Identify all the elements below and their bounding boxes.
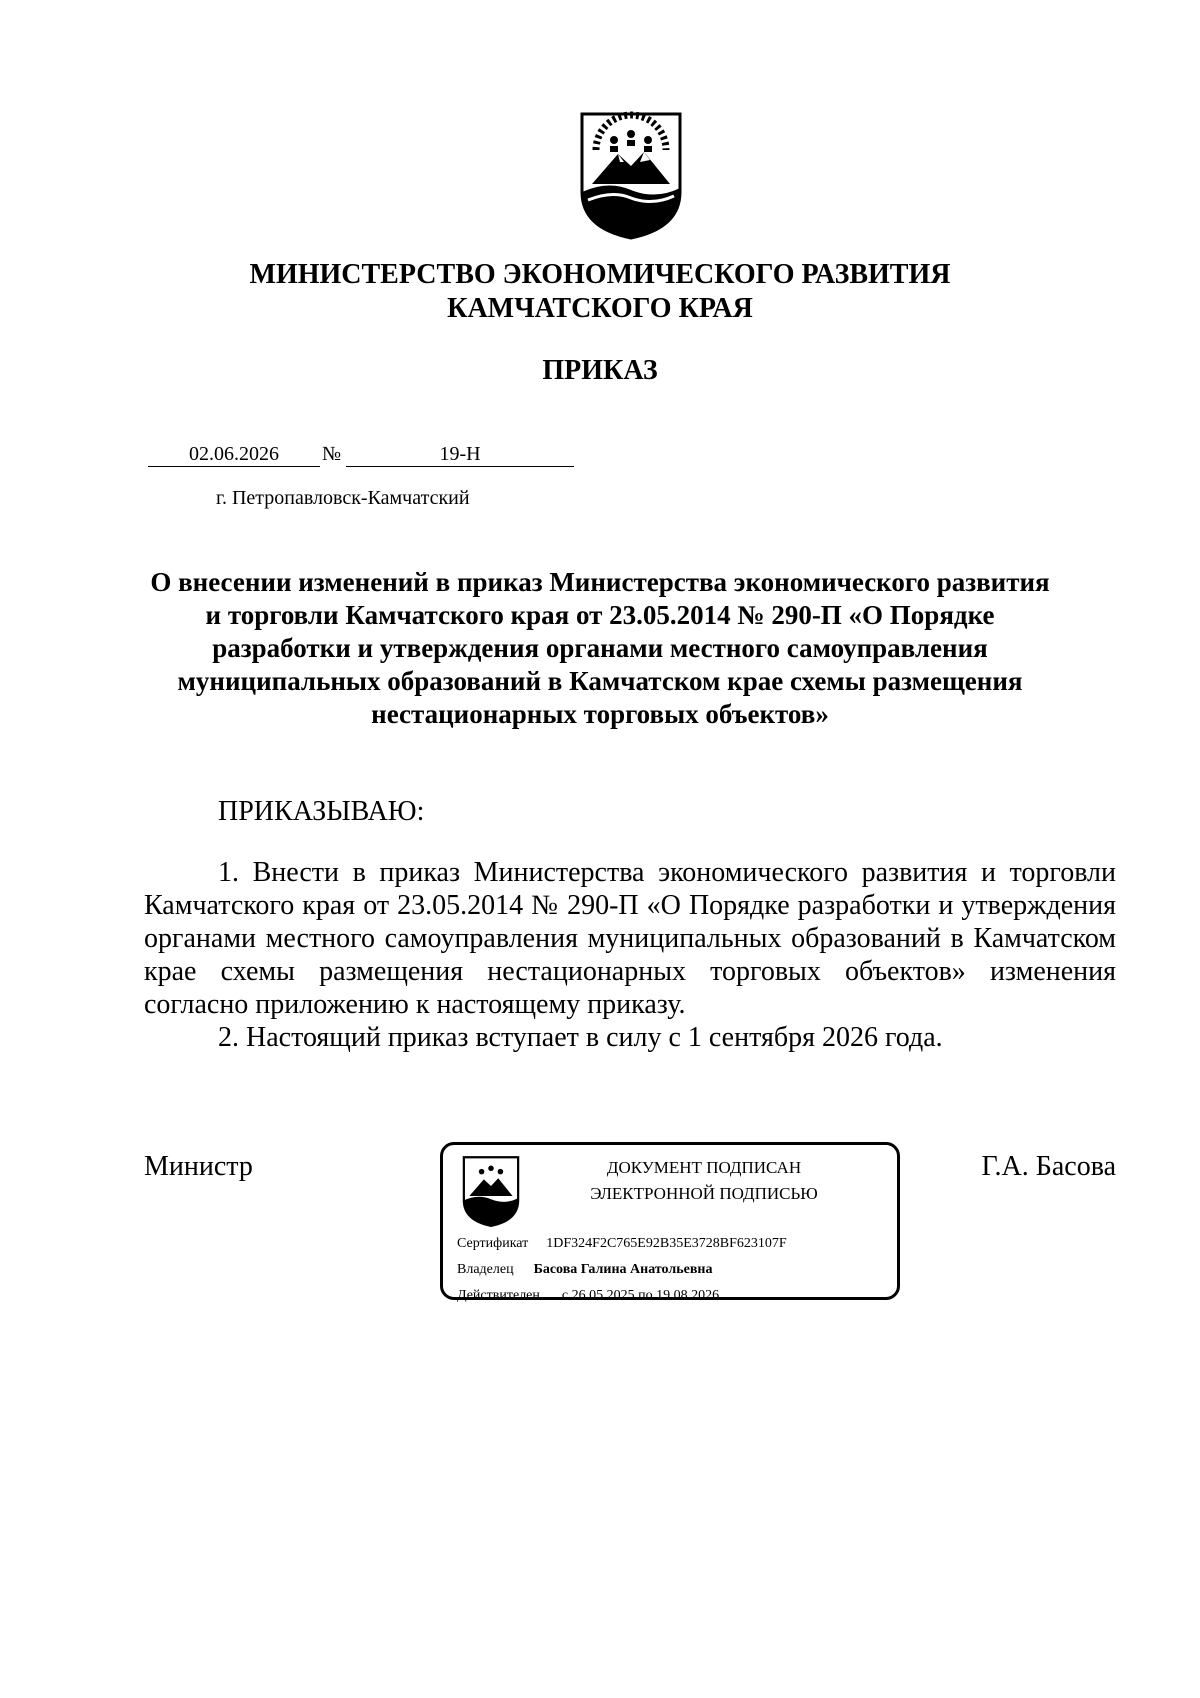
- paragraph-2: 2. Настоящий приказ вступает в силу с 1 сентября 2026 года.: [218, 1022, 943, 1053]
- owner-label: Владелец: [457, 1262, 514, 1277]
- city: г. Петропавловск-Камчатский: [216, 487, 470, 509]
- certificate-value: 1DF324F2C765E92B35E3728BF623107F: [546, 1236, 787, 1251]
- document-date: 02.06.2026: [148, 442, 320, 467]
- stamp-validity-row: [457, 1287, 719, 1305]
- registration-line: [148, 442, 574, 468]
- validity-label: Действителен: [457, 1288, 540, 1303]
- document-number: 19-Н: [346, 442, 574, 467]
- stamp-heading: [539, 1155, 869, 1207]
- ministry-line-1: МИНИСТЕРСТВО ЭКОНОМИЧЕСКОГО РАЗВИТИЯ: [249, 259, 951, 290]
- ministry-line-2: КАМЧАТСКОГО КРАЯ: [447, 293, 753, 324]
- paragraph-1: 1. Внести в приказ Министерства экономического развития и торговли Камчатского края от 23.05.2014 № 290-П «О Порядке разработки и утверждения органами местного самоуправления муниципальных образований в Камчатском крае схемы размещения нестационарных торговых объектов» изменения согласно приложению к настоящему приказу.: [144, 857, 1116, 1020]
- stamp-coat-of-arms-icon: [461, 1155, 521, 1227]
- stamp-line-1: ДОКУМЕНТ ПОДПИСАН: [606, 1158, 802, 1177]
- certificate-label: Сертификат: [457, 1236, 529, 1251]
- signer-position: Министр: [144, 1151, 253, 1182]
- signer-name: Г.А. Басова: [981, 1151, 1116, 1182]
- document-body: [144, 856, 1116, 1054]
- owner-value: Басова Галина Анатольевна: [533, 1262, 713, 1277]
- order-word: ПРИКАЗЫВАЮ:: [218, 796, 425, 827]
- stamp-certificate-row: [457, 1235, 787, 1253]
- ministry-name: [0, 258, 1200, 326]
- document-title: О внесении изменений в приказ Министерства экономического развития и торговли Камчатского края от 23.05.2014 № 290-П «О Порядке разработки и утверждения органами местного самоуправления муниципальных образований в Камчатском крае схемы размещения нестационарных торговых объектов»: [150, 567, 1050, 729]
- coat-of-arms-icon: [578, 110, 684, 240]
- stamp-owner-row: [457, 1261, 712, 1279]
- document-type: ПРИКАЗ: [542, 355, 658, 386]
- validity-value: с 26.05.2025 по 19.08.2026: [561, 1288, 720, 1303]
- electronic-signature-stamp: [440, 1142, 900, 1303]
- number-sign: №: [322, 443, 342, 465]
- stamp-line-2: ЭЛЕКТРОННОЙ ПОДПИСЬЮ: [590, 1184, 818, 1203]
